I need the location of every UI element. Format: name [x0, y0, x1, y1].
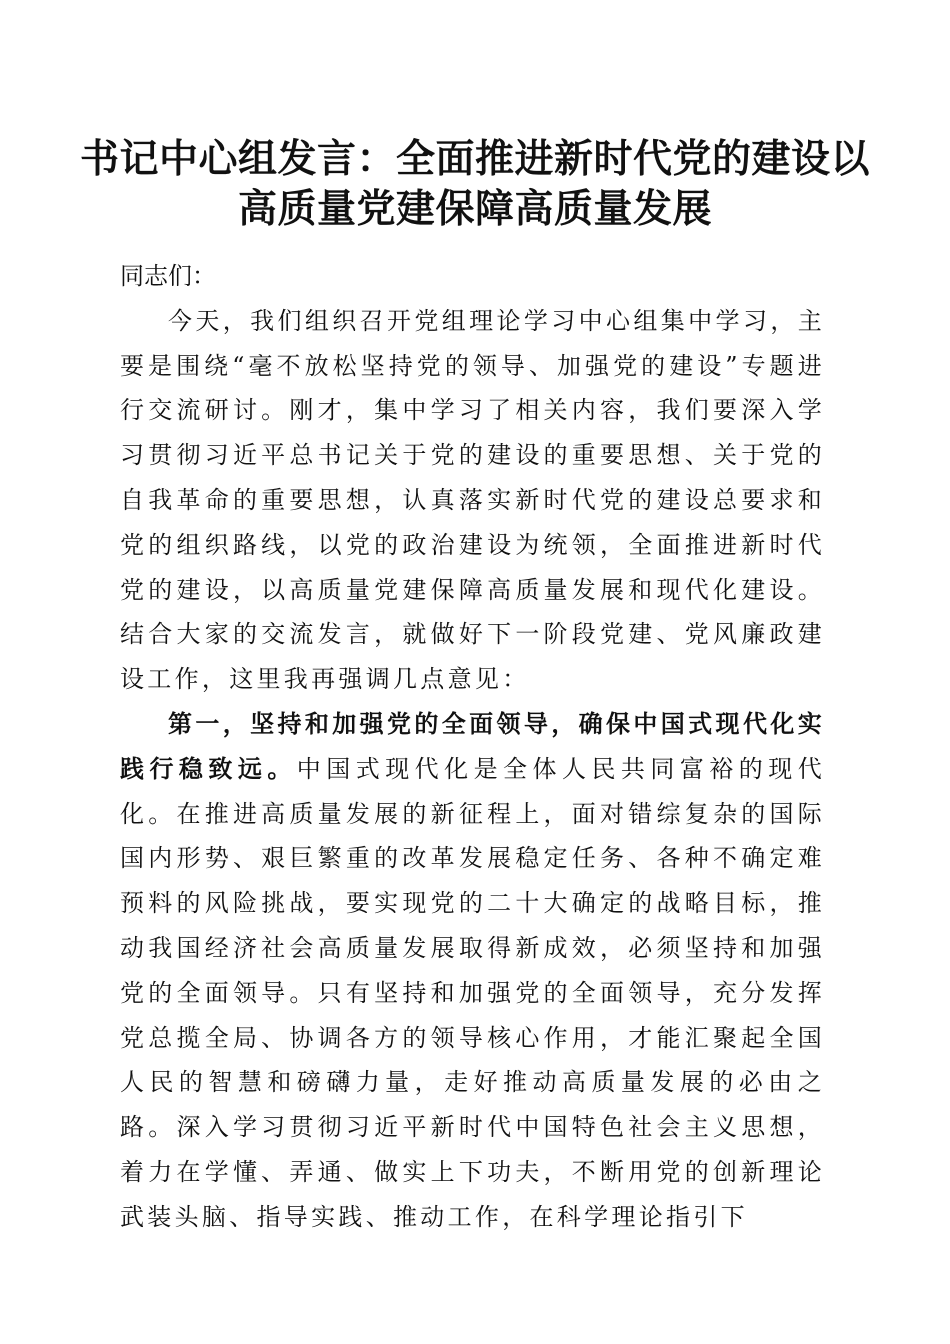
point-one-body: 中国式现代化是全体人民共同富裕的现代化。在推进高质量发展的新征程上，面对错综复杂的国际国内形势、艰巨繁重的改革发展稳定任务、各种不确定难预料的风险挑战，要实现党的二十大确定的战略目标，推动我国经济社会高质量发展取得新成效，必须坚持和加强党的全面领导。只有坚持和加强党的全面领导，充分发挥党总揽全局、协调各方的领导核心作用，才能汇聚起全国人民的智慧和磅礴力量，走好推动高质量发展的必由之路。深入学习贯彻习近平新时代中国特色社会主义思想，着力在学懂、弄通、做实上下功夫，不断用党的创新理论武装头脑、指导实践、推动工作，在科学理论指引下	[120, 754, 825, 1231]
paragraph-point-one	[120, 702, 825, 1240]
document-title	[0, 134, 950, 234]
salutation: 同志们：	[120, 262, 216, 290]
document-body	[120, 254, 825, 1240]
title-line-1: 书记中心组发言：全面推进新时代党的建设以	[79, 136, 870, 182]
paragraph-intro: 今天，我们组织召开党组理论学习中心组集中学习，主要是围绕“毫不放松坚持党的领导、加强党的建设”专题进行交流研讨。刚才，集中学习了相关内容，我们要深入学习贯彻习近平总书记关于党的建设的重要思想、关于党的自我革命的重要思想，认真落实新时代党的建设总要求和党的组织路线，以党的政治建设为统领，全面推进新时代党的建设，以高质量党建保障高质量发展和现代化建设。结合大家的交流发言，就做好下一阶段党建、党风廉政建设工作，这里我再强调几点意见：	[120, 306, 825, 694]
title-line-2: 高质量党建保障高质量发展	[237, 186, 712, 232]
point-one-heading: 第一，坚持和加强党的全面领导，确保中国式现代化实践行稳致远。	[120, 708, 825, 783]
